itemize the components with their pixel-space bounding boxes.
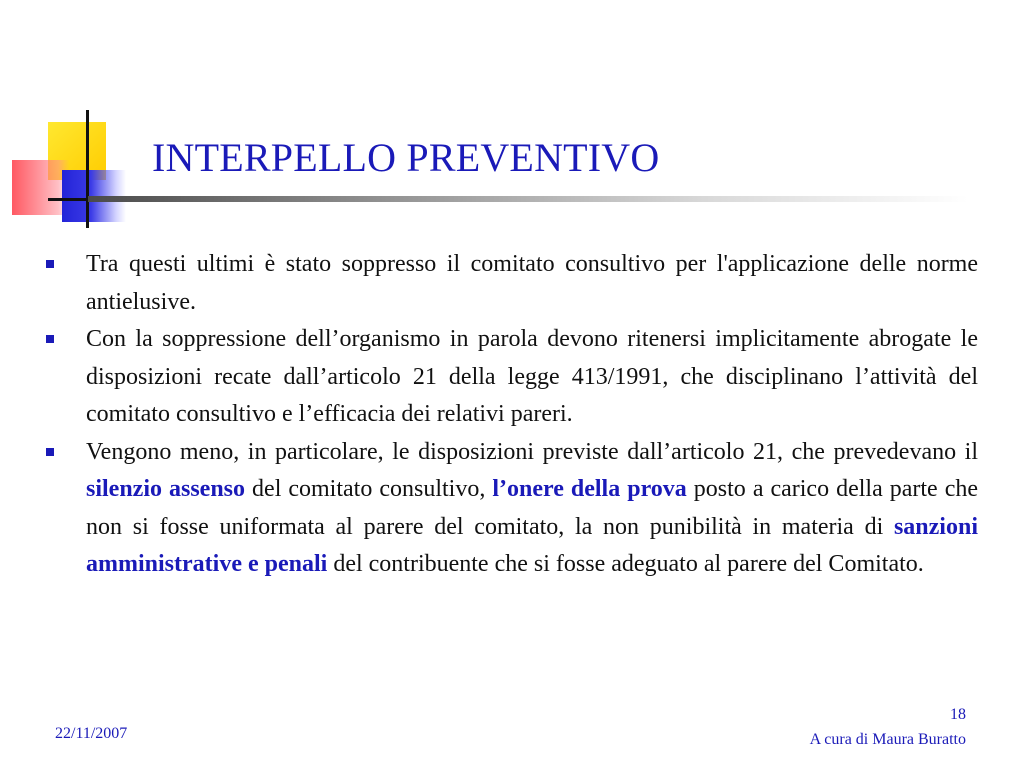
highlight-silenzio-assenso: silenzio assenso <box>86 476 246 502</box>
title-underline <box>88 196 968 202</box>
highlight-sanzioni: sanzioni amministrative e penali <box>86 513 978 577</box>
bullet-text: Con la soppressione dell’organismo in parola devono ritenersi implicitamente abrogate le disposizioni recate dall’articolo 21 della legge 413/1991, che disciplinano l’attività del comitato consultivo e l’efficacia dei relativi pareri. <box>86 326 978 427</box>
text-segment: del contribuente che si fosse adeguato al parere del Comitato. <box>327 551 924 577</box>
bullet-square-icon <box>46 335 54 343</box>
text-segment: del comitato consultivo, <box>245 476 493 502</box>
bullet-square-icon <box>46 260 54 268</box>
decorative-logo <box>0 100 150 230</box>
bullet-text <box>86 434 978 584</box>
text-segment: Vengono meno, in particolare, le disposizioni previste dall’articolo 21, che prevedevano il <box>86 438 978 465</box>
logo-vertical-line <box>86 110 89 228</box>
bullet-square-icon <box>46 448 54 456</box>
bullet-list <box>46 246 978 584</box>
bullet-text: Tra questi ultimi è stato soppresso il comitato consultivo per l'applicazione delle norme antielusive. <box>86 251 978 315</box>
footer-date: 22/11/2007 <box>55 725 128 742</box>
footer-author: A cura di Maura Buratto <box>809 731 966 748</box>
page-number: 18 <box>950 706 966 723</box>
slide-title: INTERPELLO PREVENTIVO <box>152 135 660 180</box>
bullet-item <box>46 246 978 321</box>
text-segment: posto a carico della parte che non si fosse uniformata al parere del comitato, la non punibilità in materia di <box>86 476 979 540</box>
highlight-onere-della-prova: l’onere della prova <box>492 476 687 502</box>
bullet-item <box>46 434 978 584</box>
bullet-item <box>46 321 978 434</box>
